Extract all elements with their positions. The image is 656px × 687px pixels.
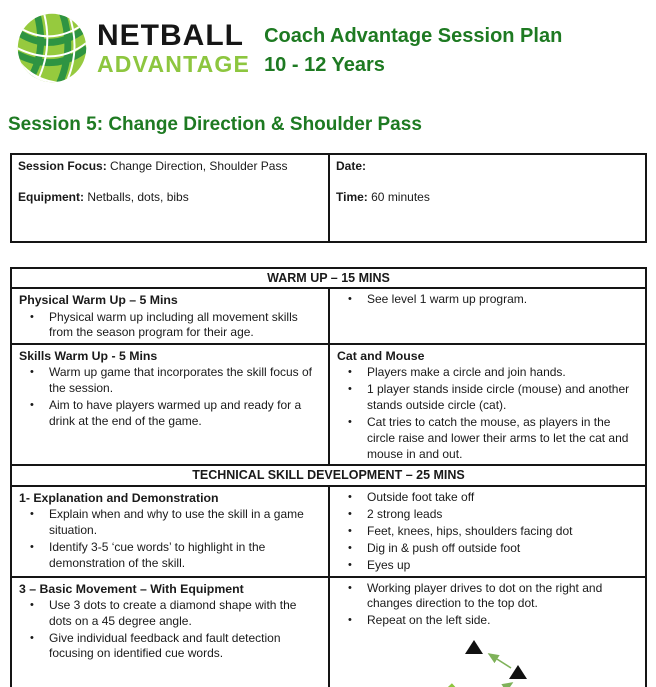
activity-cell-right — [329, 486, 646, 577]
session-info-table — [10, 153, 647, 243]
bullet-text: 2 strong leads — [367, 506, 443, 521]
bullet-item — [334, 381, 641, 414]
bullet-item — [16, 630, 324, 663]
date-line — [336, 159, 639, 175]
bullet-item — [334, 506, 641, 523]
bullet-item — [16, 364, 324, 397]
session-focus-value: Change Direction, Shoulder Pass — [106, 158, 288, 173]
bullet-icon: • — [348, 293, 352, 306]
netball-icon — [14, 10, 90, 86]
bullet-icon: • — [30, 598, 34, 611]
bullet-text: Dig in & push off outside foot — [367, 540, 521, 555]
header-title-line1: Coach Advantage Session Plan — [264, 25, 563, 47]
table-row — [11, 288, 646, 344]
session-focus-line — [18, 159, 322, 175]
activity-title: Skills Warm Up - 5 Mins — [19, 349, 158, 364]
table-row — [11, 344, 646, 465]
bullet-icon: • — [30, 508, 34, 521]
activity-title: Physical Warm Up – 5 Mins — [19, 293, 178, 308]
activity-cell-right — [329, 288, 646, 344]
bullet-text: Explain when and why to use the skill in a game situation. — [49, 507, 304, 538]
bullet-text: Give individual feedback and fault detection focusing on identified cue words. — [49, 630, 281, 661]
bullet-icon: • — [348, 581, 352, 594]
bullet-text: 1 player stands inside circle (mouse) and another stands outside circle (cat). — [367, 382, 630, 413]
drill-diagram — [434, 633, 634, 687]
bullet-item — [16, 309, 324, 342]
time-label: Time: — [336, 189, 368, 204]
document-header — [0, 0, 656, 96]
activity-cell-left — [11, 577, 329, 687]
bullet-icon: • — [348, 507, 352, 520]
bullet-item — [334, 540, 641, 557]
bullet-text: Outside foot take off — [367, 489, 475, 504]
arrow-to-top-cone — [489, 654, 511, 668]
time-line — [336, 190, 639, 206]
bullet-text: Feet, knees, hips, shoulders facing dot — [367, 523, 573, 538]
bullet-text: Players make a circle and join hands. — [367, 365, 566, 380]
bullet-icon: • — [348, 558, 352, 571]
bullet-icon: • — [348, 490, 352, 503]
bullet-item — [334, 612, 641, 629]
bullet-text: Use 3 dots to create a diamond shape with the dots on a 45 degree angle. — [49, 597, 297, 628]
bullet-text: Aim to have players warmed up and ready for a drink at the end of the game. — [49, 398, 302, 428]
table-row — [11, 486, 646, 577]
bullet-item — [334, 489, 641, 506]
bullet-icon: • — [348, 541, 352, 554]
bullet-text: Warm up game that incorporates the skill focus of the session. — [49, 365, 313, 396]
activity-cell-left — [11, 344, 329, 465]
equipment-label: Equipment: — [18, 189, 84, 204]
bullet-icon: • — [30, 366, 34, 379]
activity-cell-left — [11, 486, 329, 577]
logo-wordmark — [97, 18, 251, 77]
header-title-block — [264, 10, 562, 80]
session-plan-table — [10, 267, 647, 687]
bullet-text: Physical warm up including all movement skills from the season program for their age. — [49, 309, 298, 340]
top-cone-icon — [465, 640, 483, 654]
bullet-item — [16, 539, 324, 572]
activity-title: 3 – Basic Movement – With Equipment — [19, 581, 244, 596]
header-title-line2: 10 - 12 Years — [264, 54, 385, 76]
info-cell-right — [329, 154, 646, 242]
bullet-text: Working player drives to dot on the right and changes direction to the top dot. — [367, 580, 603, 611]
bullet-icon: • — [348, 614, 352, 627]
bullet-item — [334, 580, 641, 613]
section-header-row — [11, 465, 646, 486]
bullet-text: See level 1 warm up program. — [367, 292, 528, 307]
activity-title: 1- Explanation and Demonstration — [19, 490, 219, 505]
logo-netball-text: NETBALL — [97, 18, 244, 52]
activity-cell-left — [11, 288, 329, 344]
bullet-text: Cat tries to catch the mouse, as players in the circle raise and lower their arms to let the cat and mouse in and out. — [367, 414, 629, 461]
bullet-icon: • — [348, 366, 352, 379]
section-header-row — [11, 268, 646, 289]
time-value: 60 minutes — [367, 189, 430, 204]
bullet-item — [334, 364, 641, 381]
date-label: Date: — [336, 158, 367, 173]
arrow-to-right-cone — [484, 683, 512, 687]
activity-cell-right — [329, 344, 646, 465]
bullet-icon: • — [30, 540, 34, 553]
bullet-item — [16, 397, 324, 430]
right-cone-icon — [509, 665, 527, 679]
activity-cell-right — [329, 577, 646, 687]
bullet-text: Eyes up — [367, 557, 411, 572]
netball-advantage-logo — [14, 10, 250, 86]
bullet-icon: • — [30, 310, 34, 323]
warmup-section-header: WARM UP – 15 MINS — [11, 268, 646, 289]
bullet-icon: • — [30, 631, 34, 644]
bullet-icon: • — [30, 399, 34, 412]
table-row — [11, 154, 646, 242]
table-row — [11, 577, 646, 687]
bullet-item — [16, 506, 324, 539]
bullet-item — [16, 597, 324, 630]
bullet-item — [334, 523, 641, 540]
bullet-item — [334, 557, 641, 574]
info-cell-left — [11, 154, 329, 242]
equipment-value: Netballs, dots, bibs — [84, 189, 189, 204]
bullet-icon: • — [348, 383, 352, 396]
technical-section-header: TECHNICAL SKILL DEVELOPMENT – 25 MINS — [11, 465, 646, 486]
bullet-icon: • — [348, 524, 352, 537]
bullet-item — [334, 414, 641, 462]
session-focus-label: Session Focus: — [18, 158, 107, 173]
bullet-text: Repeat on the left side. — [367, 613, 491, 628]
bullet-item — [334, 291, 641, 308]
equipment-line — [18, 190, 322, 206]
bullet-icon: • — [348, 415, 352, 428]
logo-advantage-text: ADVANTAGE — [97, 50, 251, 77]
bullet-text: Identify 3-5 ‘cue words’ to highlight in the demonstration of the skill. — [49, 539, 266, 570]
activity-title: Cat and Mouse — [337, 349, 425, 364]
page-title: Session 5: Change Direction & Shoulder Pass — [8, 114, 422, 135]
